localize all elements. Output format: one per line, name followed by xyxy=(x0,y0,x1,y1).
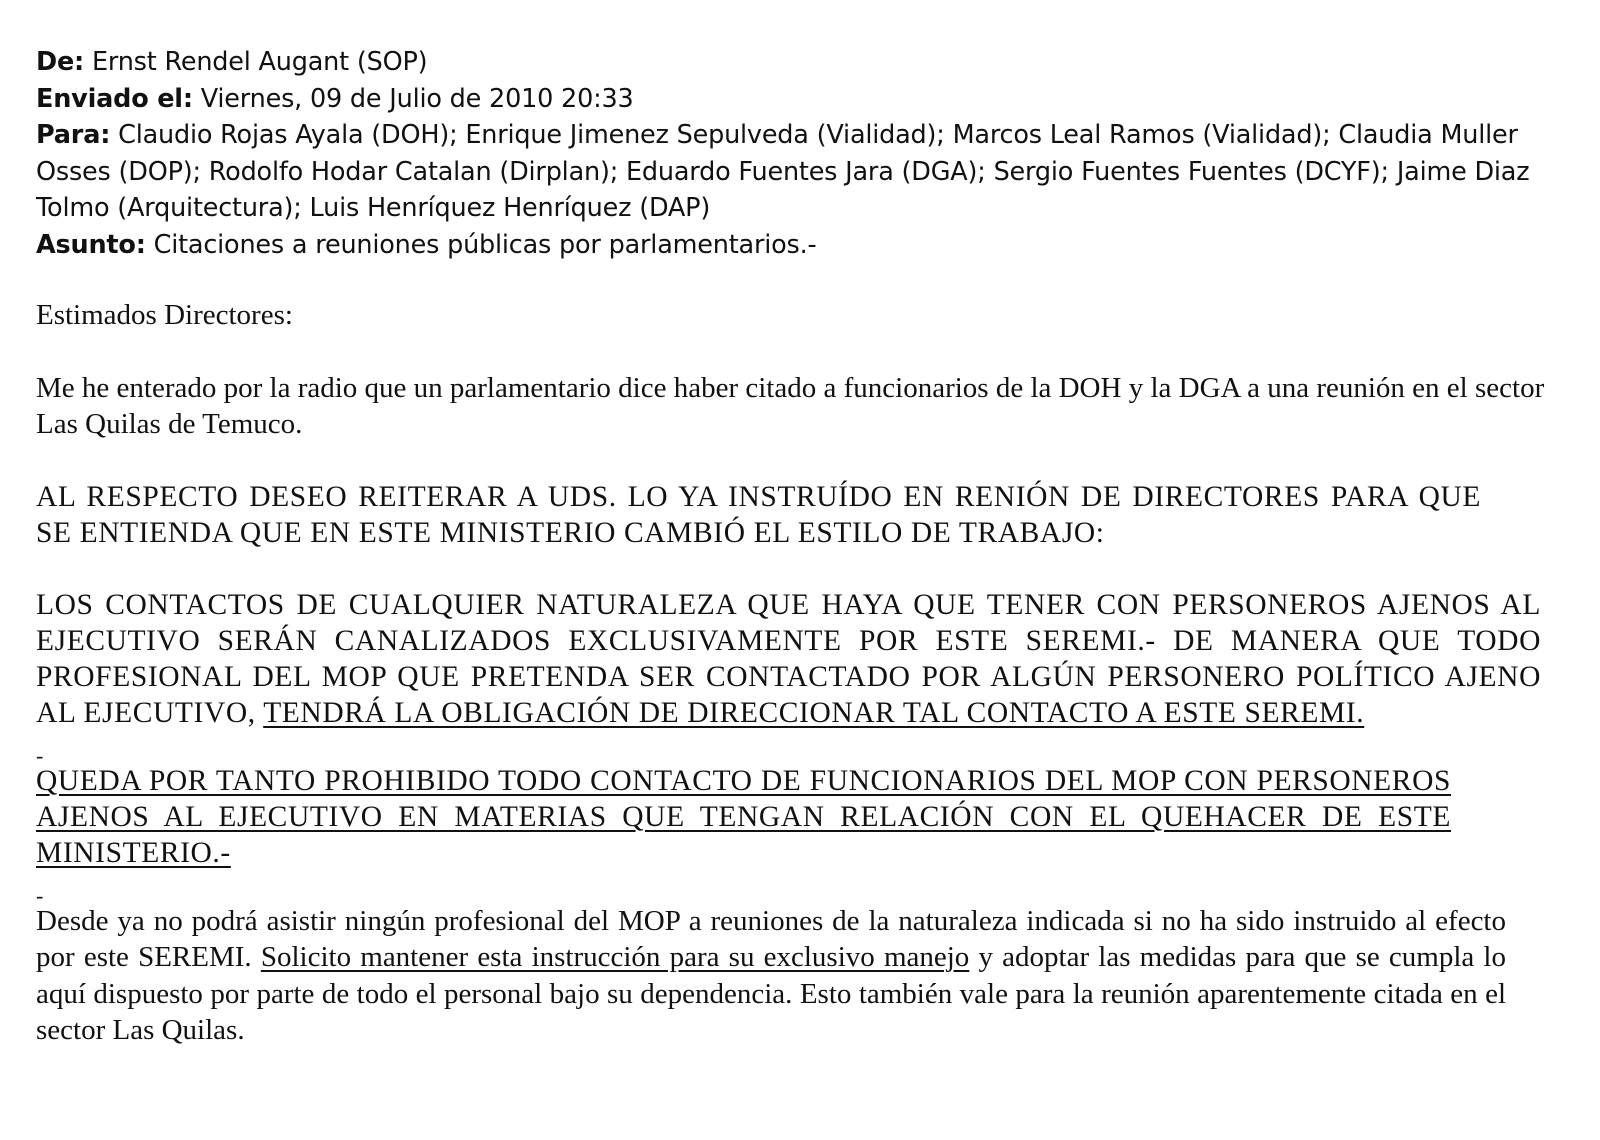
closing-paragraph xyxy=(36,903,1506,1049)
sent-row xyxy=(36,81,1566,118)
subject-label: Asunto: xyxy=(36,229,146,260)
sent-label: Enviado el: xyxy=(36,83,193,114)
separator-dash: - xyxy=(36,742,44,768)
intro-paragraph: Me he enterado por la radio que un parlamentario dice haber citado a funcionarios de la DOH y la DGA a una reunión en el sector Las Quilas de Temuco. xyxy=(36,371,1545,440)
from-value: Ernst Rendel Augant (SOP) xyxy=(91,47,428,77)
closing-underlined-text: Solicito mantener esta instrucción para su exclusivo manejo xyxy=(260,941,970,973)
separator-dash: - xyxy=(36,882,44,908)
contacts-text: LOS CONTACTOS DE CUALQUIER NATURALEZA QUE HAYA QUE TENER CON PERSONEROS AJENOS AL EJECUTIVO SERÁN CANALIZADOS EXCLUSIVAMENTE POR ESTE SEREMI.- DE MANERA QUE TODO PROFESIONAL DEL MOP QUE PRETENDA SER CONTACTADO POR ALGÚN PERSONERO POLÍTICO AJENO AL EJECUTIVO, xyxy=(36,588,1541,729)
greeting: Estimados Directores: xyxy=(36,299,293,331)
prohibition-paragraph: QUEDA POR TANTO PROHIBIDO TODO CONTACTO DE FUNCIONARIOS DEL MOP CON PERSONEROS AJENOS AL EJECUTIVO EN MATERIAS QUE TENGAN RELACIÓN CON EL QUEHACER DE ESTE MINISTERIO.- xyxy=(36,764,1451,869)
to-row xyxy=(36,117,1566,227)
to-label: Para: xyxy=(36,120,111,150)
subject-row xyxy=(36,227,1566,264)
contacts-underlined-text: TENDRÁ LA OBLIGACIÓN DE DIRECCIONAR TAL CONTACTO A ESTE SEREMI. xyxy=(263,696,1365,729)
email-header xyxy=(36,44,1566,263)
subject-value: Citaciones a reuniones públicas por parlamentarios.- xyxy=(153,229,817,260)
reiteration-paragraph: AL RESPECTO DESEO REITERAR A UDS. LO YA INSTRUÍDO EN RENIÓN DE DIRECTORES PARA QUE SE ENTIENDA QUE EN ESTE MINISTERIO CAMBIÓ EL ESTILO DE TRABAJO: xyxy=(36,480,1481,549)
closing-text-b: y adoptar las medidas para que se cumpla lo aquí dispuesto por parte de todo el personal bajo su dependencia. Esto también vale para la reunión aparentemente citada en el sector Las Quilas. xyxy=(36,941,1506,1046)
from-row xyxy=(36,44,1566,81)
contacts-paragraph xyxy=(36,587,1541,731)
to-value: Claudio Rojas Ayala (DOH); Enrique Jimenez Sepulveda (Vialidad); Marcos Leal Ramos (Vialidad); Claudia Muller Osses (DOP); Rodolfo Hodar Catalan (Dirplan); Eduardo Fuentes Jara (DGA); Sergio Fuentes Fuentes (DCYF); Jaime Diaz Tolmo (Arquitectura); Luis Henríquez Henríquez (DAP) xyxy=(36,120,1530,223)
sent-value: Viernes, 09 de Julio de 2010 20:33 xyxy=(200,83,634,114)
from-label: De: xyxy=(36,47,85,77)
email-page xyxy=(36,44,1566,1049)
closing-text-a: Desde ya no podrá asistir ningún profesional del MOP a reuniones de la naturaleza indicada si no ha sido instruido al efecto por este SEREMI. xyxy=(36,904,1506,973)
